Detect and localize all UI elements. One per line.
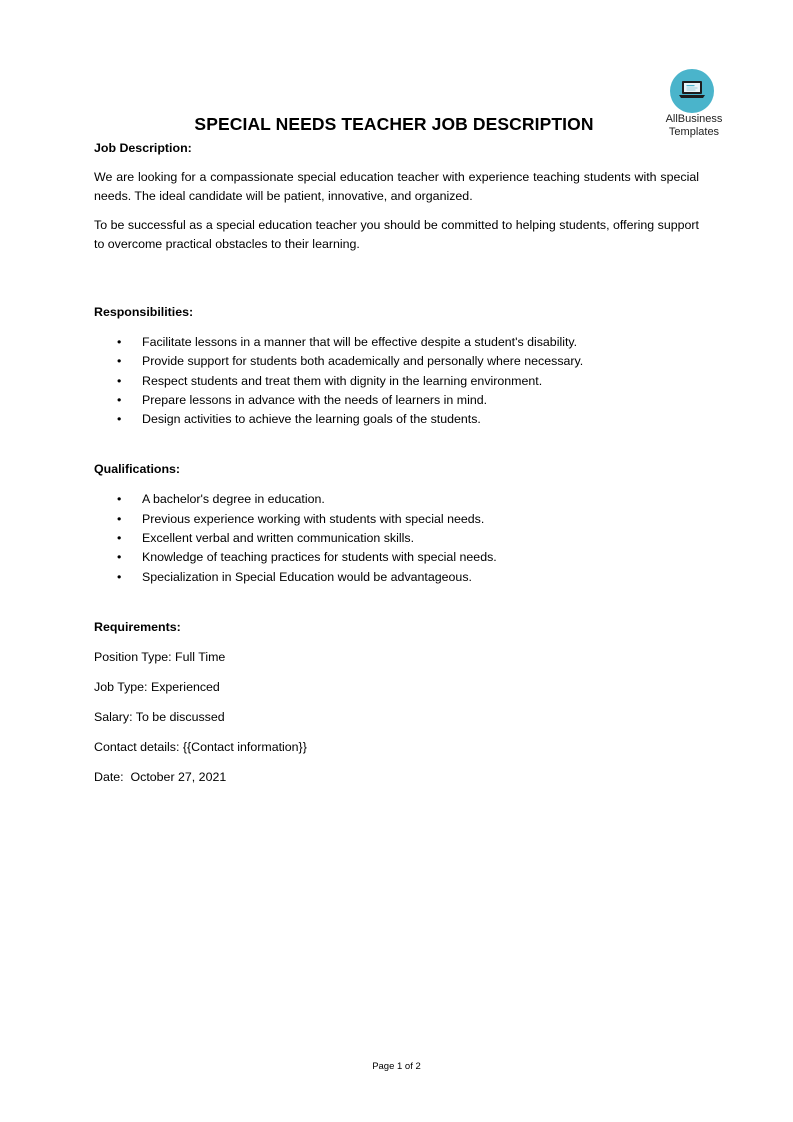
- page-number: Page 1 of 2: [372, 1061, 421, 1072]
- document-title: SPECIAL NEEDS TEACHER JOB DESCRIPTION: [194, 114, 594, 134]
- bullet: •: [117, 392, 122, 407]
- bullet: •: [117, 511, 122, 526]
- laptop-icon: [670, 69, 714, 113]
- list-item: [94, 352, 699, 371]
- list-item: [94, 372, 699, 391]
- bullet: •: [117, 492, 122, 507]
- qualifications-list: [94, 490, 699, 586]
- contact-details: Contact details: {{Contact information}}: [94, 739, 307, 754]
- bullet: •: [117, 569, 122, 584]
- list-item-text: Knowledge of teaching practices for students with special needs.: [142, 550, 497, 565]
- job-description-paragraph-2: To be successful as a special education teacher you should be committed to helping students, offering support to overcome practical obstacles to their learning.: [94, 218, 699, 251]
- bullet: •: [117, 531, 122, 546]
- list-item-text: Previous experience working with students with special needs.: [142, 511, 485, 526]
- responsibilities-heading: Responsibilities:: [94, 305, 194, 319]
- list-item-text: Respect students and treat them with dignity in the learning environment.: [142, 373, 543, 388]
- bullet: •: [117, 335, 122, 349]
- position-type: Position Type: Full Time: [94, 649, 226, 664]
- list-item-text: Provide support for students both academically and personally where necessary.: [142, 354, 584, 369]
- bullet: •: [117, 412, 122, 427]
- list-item-text: Prepare lessons in advance with the needs of learners in mind.: [142, 392, 488, 407]
- list-item-text: Facilitate lessons in a manner that will be effective despite a student's disability.: [142, 335, 578, 349]
- qualifications-heading: Qualifications:: [94, 462, 181, 477]
- list-item: [94, 568, 699, 587]
- logo-line-1: AllBusiness: [665, 113, 723, 125]
- list-item: [94, 410, 699, 429]
- list-item: [94, 490, 699, 509]
- job-description-section: [94, 139, 699, 254]
- list-item-text: A bachelor's degree in education.: [142, 492, 325, 507]
- bullet: •: [117, 354, 122, 369]
- list-item: [94, 548, 699, 567]
- list-item: [94, 391, 699, 410]
- requirements-section: [94, 618, 699, 787]
- job-type: Job Type: Experienced: [94, 679, 220, 694]
- salary: Salary: To be discussed: [94, 709, 225, 724]
- responsibilities-list: [94, 333, 699, 429]
- list-item: [94, 529, 699, 548]
- list-item-text: Design activities to achieve the learning goals of the students.: [142, 412, 481, 427]
- requirements-heading: Requirements:: [94, 619, 181, 634]
- list-item: [94, 333, 699, 352]
- job-description-paragraph-1: We are looking for a compassionate special education teacher with experience teaching students with special needs. The ideal candidate will be patient, innovative, and organized.: [94, 170, 699, 203]
- job-description-heading: Job Description:: [94, 141, 192, 155]
- list-item-text: Excellent verbal and written communication skills.: [142, 531, 415, 546]
- document-body: [94, 139, 699, 787]
- list-item: [94, 510, 699, 529]
- list-item-text: Specialization in Special Education would be advantageous.: [142, 569, 472, 584]
- bullet: •: [117, 550, 122, 565]
- responsibilities-section: [94, 303, 699, 429]
- date: Date: October 27, 2021: [94, 769, 227, 784]
- bullet: •: [117, 373, 122, 388]
- qualifications-section: [94, 460, 699, 586]
- logo-line-2: Templates: [668, 126, 720, 138]
